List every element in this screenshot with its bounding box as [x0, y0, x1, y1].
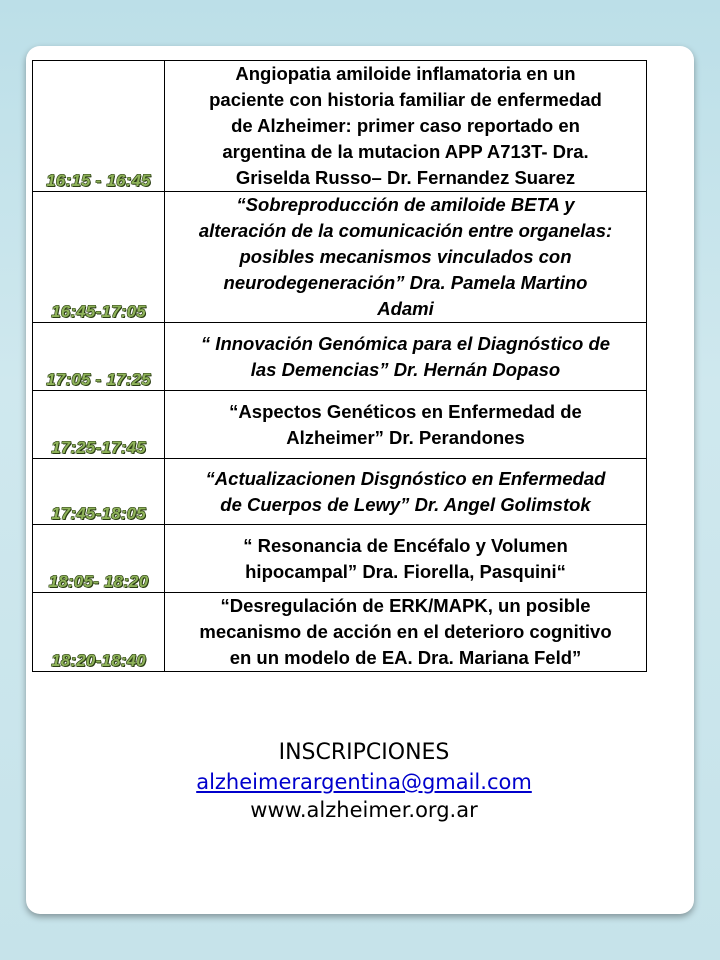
page-card	[26, 46, 694, 914]
registration-heading: INSCRIPCIONES	[278, 740, 450, 765]
session-title-line: “Desregulación de ERK/MAPK, un posible	[220, 595, 591, 616]
schedule-row	[33, 525, 647, 593]
session-title	[165, 593, 647, 672]
session-time: 16:15 - 16:45	[33, 61, 165, 192]
session-title	[165, 391, 647, 459]
session-title-line: alteración de la comunicación entre organelas:	[198, 220, 613, 241]
session-title-line: “ Resonancia de Encéfalo y Volumen	[243, 534, 568, 556]
session-title-line: “Aspectos Genéticos en Enfermedad de	[229, 400, 582, 422]
schedule-row	[33, 459, 647, 525]
session-title-line: “Sobreproducción de amiloide BETA y	[236, 194, 575, 215]
session-title-line: posibles mecanismos vinculados con	[239, 246, 572, 267]
session-title-line: Alzheimer” Dr. Perandones	[286, 426, 525, 448]
session-title-line: las Demencias” Dr. Hernán Dopaso	[250, 358, 561, 380]
schedule-row	[33, 61, 647, 192]
session-title	[165, 323, 647, 391]
session-title-line: hipocampal” Dra. Fiorella, Pasquini“	[245, 560, 566, 582]
session-time: 16:45-17:05	[33, 192, 165, 323]
session-title	[165, 192, 647, 323]
session-title	[165, 61, 647, 192]
session-title	[165, 459, 647, 525]
session-title-line: paciente con historia familiar de enfermedad	[209, 89, 602, 110]
schedule-row	[33, 391, 647, 459]
session-title-line: “ Innovación Genómica para el Diagnóstico de	[200, 332, 611, 354]
website-text: www.alzheimer.org.ar	[250, 798, 478, 822]
schedule-row	[33, 593, 647, 672]
session-time: 17:25-17:45	[33, 391, 165, 459]
session-title-line: en un modelo de EA. Dra. Mariana Feld”	[229, 647, 582, 668]
session-time: 17:45-18:05	[33, 459, 165, 525]
session-title-line: argentina de la mutacion APP A713T- Dra.	[222, 141, 589, 162]
session-title-line: Angiopatia amiloide inflamatoria en un	[235, 63, 576, 84]
schedule-table	[32, 60, 647, 672]
session-title-line: de Alzheimer: primer caso reportado en	[231, 115, 580, 136]
session-time: 17:05 - 17:25	[33, 323, 165, 391]
session-title-line: Griselda Russo– Dr. Fernandez Suarez	[235, 167, 576, 188]
session-title-line: neurodegeneración” Dra. Pamela Martino	[223, 272, 588, 293]
schedule-row	[33, 323, 647, 391]
session-title-line: Adami	[377, 298, 434, 319]
session-title	[165, 525, 647, 593]
session-title-line: de Cuerpos de Lewy” Dr. Angel Golimstok	[220, 493, 591, 515]
email-link[interactable]: alzheimerargentina@gmail.com	[196, 770, 532, 794]
session-time: 18:20-18:40	[33, 593, 165, 672]
session-title-line: “Actualizacionen Disgnóstico en Enfermedad	[205, 467, 606, 489]
session-time: 18:05- 18:20	[33, 525, 165, 593]
session-title-line: mecanismo de acción en el deterioro cognitivo	[199, 621, 612, 642]
schedule-row	[33, 192, 647, 323]
